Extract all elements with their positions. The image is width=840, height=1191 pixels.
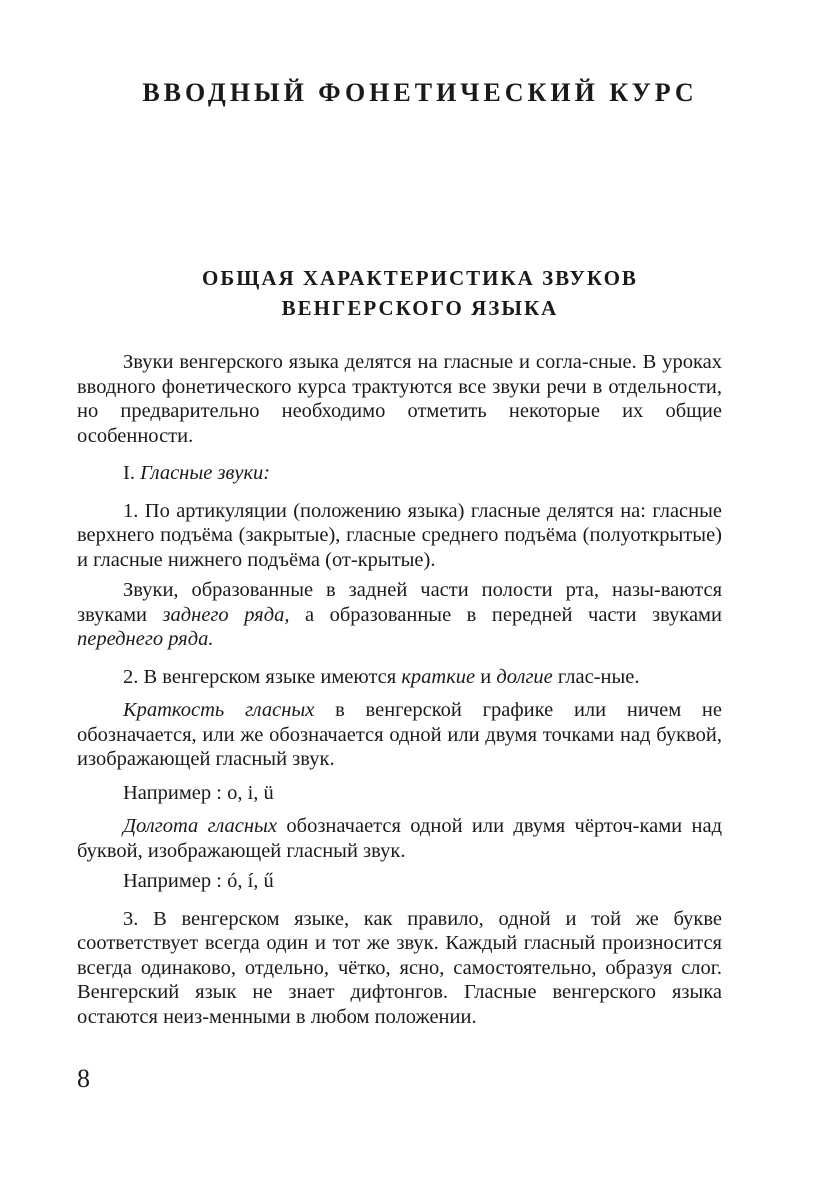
long-vowels-text: обозначается одной или двумя чёрточ-ками над буквой, изображающей гласный звук. — [77, 815, 722, 862]
chapter-title: ВВОДНЫЙ ФОНЕТИЧЕСКИЙ КУРС — [142, 78, 698, 107]
term-short: краткие — [401, 665, 476, 688]
subsection-heading — [77, 461, 722, 486]
example-1 — [77, 781, 722, 806]
example-2-label: Например : — [123, 870, 222, 892]
short-vowels-paragraph — [77, 698, 722, 772]
point-2-paragraph — [77, 665, 722, 690]
subsection-title: Гласные звуки: — [140, 462, 271, 484]
section-title — [0, 263, 840, 323]
page-number: 8 — [77, 1064, 90, 1093]
term-front-row: переднего ряда. — [77, 628, 214, 650]
term-back-row: заднего ряда, — [162, 603, 290, 626]
long-vowels-paragraph — [77, 814, 722, 863]
point-2-text-c: глас-ные. — [552, 665, 640, 688]
point-1b-paragraph — [77, 578, 722, 652]
term-long: долгие — [496, 665, 553, 688]
example-1-label: Например : — [123, 781, 222, 804]
point-1b-text-b: а образованные в передней части звуками — [289, 603, 722, 626]
intro-paragraph: Звуки венгерского языка делятся на гласные и согла-сные. В уроках вводного фонетического курса трактуются все звуки речи в отдельности, но предварительно необходимо отметить некоторые их общие особенности. — [77, 351, 722, 447]
section-title-line-1: ОБЩАЯ ХАРАКТЕРИСТИКА ЗВУКОВ — [202, 266, 638, 290]
example-1-letters: о, і, ü — [227, 781, 274, 804]
short-vowels-text: в венгерской графике или ничем не обозначается, или же обозначается одной или двумя точками над буквой, изображающей гласный звук. — [77, 699, 722, 770]
term-long-vowels: Долгота гласных — [123, 815, 278, 837]
point-3-paragraph: 3. В венгерском языке, как правило, одной и той же букве соответствует всегда один и тот же звук. Каждый гласный произносится всегда одинаково, отдельно, чётко, ясно, самостоятельно, образуя слог. Венгерский язык не знает дифтонгов. Гласные венгерского языка остаются неиз-менными в любом положении. — [77, 907, 722, 1028]
term-short-vowels: Краткость гласных — [123, 699, 315, 721]
point-2-text-b: и — [475, 665, 497, 688]
example-2 — [77, 869, 722, 894]
subsection-number: I. — [123, 462, 135, 484]
point-1b-text-a: Звуки, образованные в задней части полости рта, назы-ваются звуками — [77, 579, 722, 626]
section-title-line-2: ВЕНГЕРСКОГО ЯЗЫКА — [281, 296, 559, 320]
body-text — [77, 350, 722, 1029]
example-2-letters: ó, í, ű — [227, 870, 274, 892]
point-2-text-a: 2. В венгерском языке имеются — [123, 665, 402, 688]
point-1-paragraph: 1. По артикуляции (положению языка) гласные делятся на: гласные верхнего подъёма (закрытые), гласные среднего подъёма (полуоткрытые) и гласные нижнего подъёма (от-крытые). — [77, 499, 722, 571]
